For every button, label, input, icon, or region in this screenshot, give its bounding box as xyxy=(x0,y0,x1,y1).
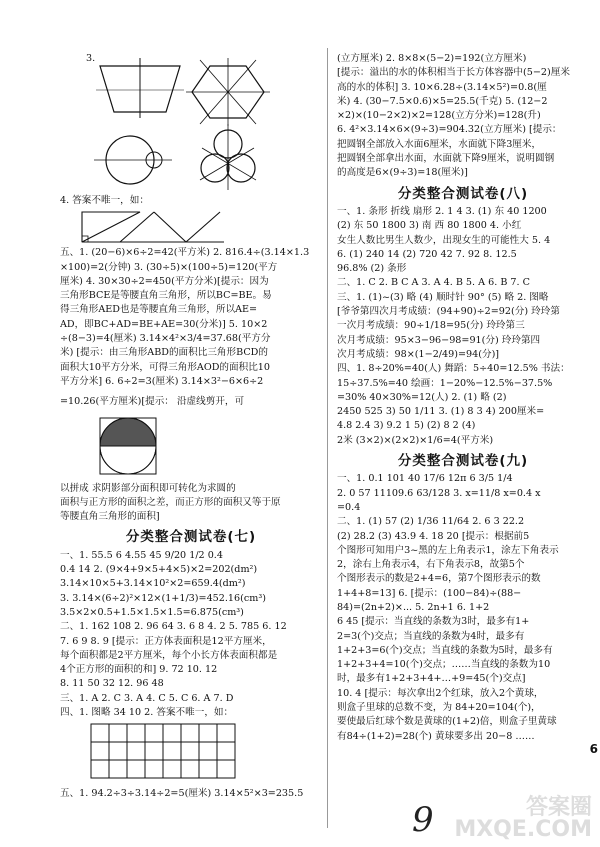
sec8-line: 96.8% (2) 条形 xyxy=(337,263,407,275)
right-column xyxy=(337,52,589,744)
sec8-line: (2) 东 50 1800 3) 南 西 80 1800 4. 小红 xyxy=(337,220,522,232)
sec9-line: 84)=(2n+2)×... 5. 2n+1 6. 1+2 xyxy=(337,601,490,613)
sec9-line: 要使最后红球个数是黄球的(1+2)倍，则盒子里黄球 xyxy=(337,716,557,728)
sec9-line: 则盒子里球的总数不变，为 84+20=104(个)， xyxy=(337,702,541,714)
sec5-line: 三角形BCE是等腰直角三角形，所以BC=BE。易 xyxy=(60,290,272,302)
sec8-line: 女生人数比男生人数少，出现女生的可能性大 5. 4 xyxy=(337,234,551,246)
sec8-line: 次月考成绩：95×3−96−98=91(分) 玲玲第四 xyxy=(337,334,541,346)
sec9-line: 2=3(个)交点；当直线的条数为4时，最多有 xyxy=(337,630,525,642)
sec8-line: 次月考成绩：98×(1−2/49)=94(分)] xyxy=(337,348,500,360)
sec5-tail-line: 等腰直角三角形的面积] xyxy=(60,511,160,523)
sec7-line: 五、1. 94.2÷3÷3.14÷2=5(厘米) 3.14×5²×3=235.5 xyxy=(60,788,304,800)
sec5-line: ÷(8−3)=4(厘米) 3.14×4²×3/4=37.68(平方分 xyxy=(60,333,271,345)
right-top-line: 把圆钢全部拿出水面，水面就下降9厘米，说明圆钢 xyxy=(337,153,555,165)
right-top-line: 6. 4²×3.14×6×(9÷3)=904.32(立方厘米) [提示： xyxy=(337,124,562,136)
watermark-line: 答案圈 xyxy=(525,795,592,820)
sec7-line: 三、1. A 2. C 3. A 4. C 5. C 6. A 7. D xyxy=(60,692,234,704)
sec7-line: 4个正方形的面积的和] 9. 72 10. 12 xyxy=(60,664,218,676)
section-7 xyxy=(60,549,322,802)
sec7-line: 7. 6 9 8. 9 [提示：正方体表面积是12平方厘米， xyxy=(60,635,272,647)
sec9-line: 1+4+8=13] 6. [提示：(100−84)÷(88− xyxy=(337,587,522,599)
sec9-line: 一、1. 0.1 101 40 17/6 12π 6 3/5 1/4 xyxy=(337,473,513,485)
sec9-line: 有84÷(1+2)=28(个) 黄球要多出 20−8 …… xyxy=(337,730,535,742)
sec9-line: 1+2+3+4=10(个)交点；……当直线的条数为10 xyxy=(337,659,551,671)
right-top-line: 高的水的体积] 3. 10×6.28÷(3.14×5²)=0.8(厘 xyxy=(337,81,547,93)
section-title-9: 分类整合测试卷(九) xyxy=(397,453,529,470)
sec5-line: AD，即BC+AD=BE+AE=30(分米)] 5. 10×2 xyxy=(60,318,268,330)
section-9 xyxy=(337,472,589,744)
sec7-line: 每个面积都是2平方厘米，每个小长方体表面积都是 xyxy=(60,649,278,661)
sec7-line: 一、1. 55.5 6 4.55 45 9/20 1/2 0.4 xyxy=(60,549,223,561)
sec7-line: 3.14×10×5+3.14×10²×2=659.4(dm²) xyxy=(60,578,246,590)
section-8 xyxy=(337,205,589,448)
sec5-line: 平方分米] 6. 6÷2=3(厘米) 3.14×3²−6×6÷2 xyxy=(60,375,264,387)
sec7-line: 8. 11 50 32 12. 96 48 xyxy=(60,678,164,690)
right-top-line: 的高度是6×(9÷3)=18(厘米)] xyxy=(337,167,468,179)
sec5-line: 米) [提示：由三角形ABD的面积比三角形BCD的 xyxy=(60,347,268,359)
column-divider xyxy=(327,48,328,828)
sec5-line: =10.26(平方厘米)[提示： 沿虚线剪开，可 xyxy=(60,396,245,408)
sec9-line: 个图形表示的数是2+4=6，第7个图形表示的数 xyxy=(337,573,541,585)
sec8-line: 15÷37.5%=40 绘画：1−20%−12.5%−37.5% xyxy=(337,377,553,389)
q4-line: 4. 答案不唯一，如： xyxy=(60,195,149,206)
sec7-line: 四、1. 图略 34 10 2. 答案不唯一，如： xyxy=(60,707,234,719)
sec8-line: 一、1. 条形 折线 扇形 2. 1 4 3. (1) 东 40 1200 xyxy=(337,205,547,217)
sec9-line: 2，涂右上角表示4，右下角表示8，故第5个 xyxy=(337,559,525,571)
right-top-line: 米) 4. (30−7.5×0.6)×5=25.5(千克) 5. (12−2 xyxy=(337,95,548,107)
handwritten-mark: 9 xyxy=(412,800,434,840)
sec7-line: 3.5×2×0.5+1.5×1.5×1.5=6.875(cm³) xyxy=(60,606,244,618)
sec8-line: 2450 525 3) 50 1/11 3. (1) 8 3 4) 200厘米= xyxy=(337,406,545,418)
sec8-line: 2米 (3×2)×(2×2)×1/6=4(平方米) xyxy=(337,434,494,446)
q4-figure-svg xyxy=(60,208,230,246)
sec8-line: =30% 40×30%=12(人) 2. (1) 略 (2) xyxy=(337,391,507,403)
sec9-line: 二、1. (1) 57 (2) 1/36 11/64 2. 6 3 22.2 xyxy=(337,516,525,528)
right-top-line: ×2)×(10−2×2)×2=128(立方分米)=128(升) xyxy=(337,110,541,122)
sec9-line: 2. 0 57 11109.6 63/128 3. x=11/8 x=0.4 x xyxy=(337,487,541,499)
sec9-line: 个图形可知用户3~黑的左上角表示1，涂左下角表示 xyxy=(337,544,559,556)
sec8-line: 二、1. C 2. B C A 3. A 4. B 5. A 6. B 7. C xyxy=(337,277,530,289)
page-number: 6 xyxy=(589,742,598,756)
sec8-line: 四、1. 8÷20%=40(人) 舞蹈：5÷40=12.5% 书法： xyxy=(337,363,570,375)
sec7-line: 3. 3.14×(6÷2)²×12×(1+1/3)=452.16(cm³) xyxy=(60,592,266,604)
sec5-line: ×100)=2(分钟) 3. (30÷5)×(100÷5)=120(平方 xyxy=(60,261,278,273)
sec9-line: (2) 28.2 (3) 43.9 4. 18 20 [提示：根据前5 xyxy=(337,530,530,542)
q3-figure-svg xyxy=(60,52,322,194)
watermark-line: MXQE.COM xyxy=(454,817,592,842)
sec7-line: 0.4 14 2. (9×4+9×5+4×5)×2=202(dm²) xyxy=(60,564,258,576)
sec8-line: 4.8 2.4 3) 9.2 1 5) (2) 8 2 (4) xyxy=(337,420,476,432)
sec9-line: 6 45 [提示：当直线的条数为3时，最多有1+ xyxy=(337,616,530,628)
right-top-line: [提示：溢出的水的体积相当于长方体容器中(5−2)厘米 xyxy=(337,67,570,79)
sec5-tail-line: 面积与正方形的面积之差，而正方形的面积又等于原 xyxy=(60,496,281,508)
right-top-line: 把圆钢全部放入水面6厘米，水面就下降3厘米， xyxy=(337,138,542,150)
sec8-line: 6. (1) 240 14 (2) 720 42 7. 92 8. 12.5 xyxy=(337,248,517,260)
sec5-tail-line: 以拼成 求阴影部分面积即可转化为求圆的 xyxy=(60,482,236,494)
shaded-region-figure xyxy=(80,412,200,482)
sec5-line: 五、1. (20−6)×6÷2=42(平方米) 2. 816.4÷(3.14×1.3 xyxy=(60,247,310,259)
grid-figure xyxy=(90,723,322,783)
sec8-line: [爷爷第四次月考成绩：(94+90)÷2=92(分) 玲玲第 xyxy=(337,306,560,318)
sec9-line: 时，最多有1+2+3+4+…+9=45(个)交点] xyxy=(337,673,526,685)
sec5-line: 厘米) 4. 30×30÷2=450(平方分米)[提示：因为 xyxy=(60,275,269,287)
sec8-line: 一次月考成绩：90÷1/18=95(分) 玲玲第三 xyxy=(337,320,525,332)
sec5-line: 得三角形AED也是等腰直角三角形，所以AE= xyxy=(60,304,258,316)
sec9-line: =0.4 xyxy=(337,501,361,513)
sec9-line: 10. 4 [提示：每次拿出2个红球，放入2个黄球， xyxy=(337,687,544,699)
section-title-7: 分类整合测试卷(七) xyxy=(125,529,257,546)
sec8-line: 三、1. (1)~(3) 略 (4) 顺时针 90° (5) 略 2. 图略 xyxy=(337,291,549,303)
q3-label: 3. xyxy=(86,53,96,64)
sec9-line: 1+2+3=6(个)交点；当直线的条数为5时，最多有 xyxy=(337,644,553,656)
right-top xyxy=(337,52,589,181)
sec5-line: 面积大10平方分米，可得三角形AOD的面积比10 xyxy=(60,361,270,373)
sec7-line: 二、1. 162 108 2. 96 64 3. 6 8 4. 2 5. 785 6. 12 xyxy=(60,621,287,633)
left-column xyxy=(60,52,322,802)
grid-figure-svg xyxy=(90,723,240,783)
section-5 xyxy=(60,246,322,524)
section-title-8: 分类整合测试卷(八) xyxy=(397,185,529,202)
right-top-line: (立方厘米) 2. 8×8×(5−2)=192(立方厘米) xyxy=(337,53,527,64)
watermark xyxy=(454,797,592,841)
q3-figures xyxy=(60,52,322,194)
